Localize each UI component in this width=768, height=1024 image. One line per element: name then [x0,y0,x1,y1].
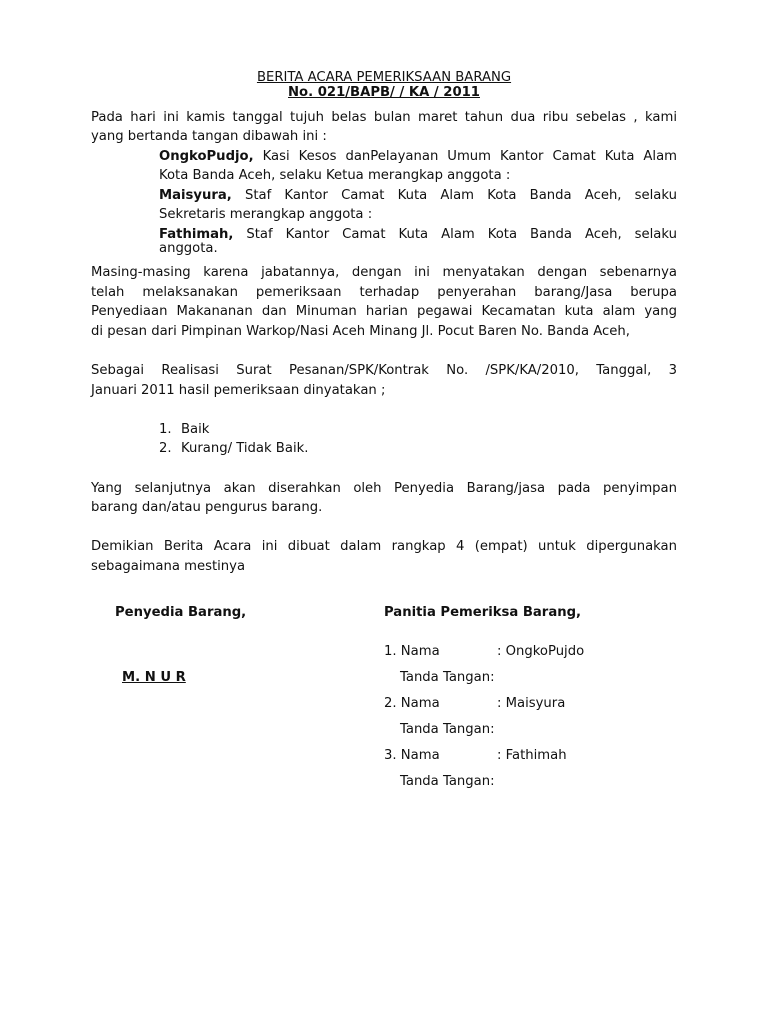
committee-name-value: : Maisyura [497,696,566,711]
committee-name-label: 1. Nama [384,644,440,659]
document-number: No. 021/BAPB/ / KA / 2011 [288,85,480,100]
intro-line: Pada hari ini kamis tanggal tujuh belas bulan maret tahun dua ribu sebelas , kami [91,110,677,125]
paragraph-line: di pesan dari Pimpinan Warkop/Nasi Aceh Minang Jl. Pocut Baren No. Banda Aceh, [91,324,630,339]
member-line: Fathimah, Staf Kantor Camat Kuta Alam Kota Banda Aceh, selaku [159,227,677,242]
paragraph-line: Penyediaan Makananan dan Minuman harian pegawai Kecamatan kuta alam yang [91,304,677,319]
result-number: 1. [159,422,172,437]
document-title: BERITA ACARA PEMERIKSAAN BARANG [256,70,512,85]
paragraph-line: Yang selanjutnya akan diserahkan oleh Penyedia Barang/jasa pada penyimpan [91,481,677,496]
paragraph-line: sebagaimana mestinya [91,559,246,574]
committee-name-label: 3. Nama [384,748,440,763]
paragraph-line: barang dan/atau pengurus barang. [91,500,323,515]
provider-name: M. N U R [122,670,186,685]
member-line: OngkoPudjo, Kasi Kesos danPelayanan Umum Kantor Camat Kuta Alam [159,149,677,164]
member-name: Fathimah, [159,227,234,242]
paragraph-line: telah melaksanakan pemeriksaan terhadap penyerahan barang/Jasa berupa [91,285,677,300]
paragraph-line: Masing-masing karena jabatannya, dengan ini menyatakan dengan sebenarnya [91,265,677,280]
member-line: Maisyura, Staf Kantor Camat Kuta Alam Kota Banda Aceh, selaku [159,188,677,203]
member-line: Kota Banda Aceh, selaku Ketua merangkap anggota : [159,168,511,183]
committee-name-value: : Fathimah [497,748,567,763]
committee-heading: Panitia Pemeriksa Barang, [384,605,582,620]
member-line: Sekretaris merangkap anggota : [159,207,373,222]
result-item: Baik [181,422,210,437]
committee-name-value: : OngkoPujdo [497,644,585,659]
paragraph-line: Sebagai Realisasi Surat Pesanan/SPK/Kontrak No. /SPK/KA/2010, Tanggal, 3 [91,363,677,378]
paragraph-line: Januari 2011 hasil pemeriksaan dinyatakan ; [91,383,386,398]
member-name: Maisyura, [159,188,232,203]
member-line: anggota. [159,241,218,256]
result-item: Kurang/ Tidak Baik. [181,441,309,456]
committee-name-label: 2. Nama [384,696,440,711]
intro-line: yang bertanda tangan dibawah ini : [91,129,327,144]
paragraph-line: Demikian Berita Acara ini dibuat dalam rangkap 4 (empat) untuk dipergunakan [91,539,677,554]
provider-heading: Penyedia Barang, [115,605,247,620]
signature-label: Tanda Tangan: [400,722,495,737]
result-number: 2. [159,441,172,456]
signature-label: Tanda Tangan: [400,670,495,685]
member-name: OngkoPudjo, [159,149,254,164]
signature-label: Tanda Tangan: [400,774,495,789]
